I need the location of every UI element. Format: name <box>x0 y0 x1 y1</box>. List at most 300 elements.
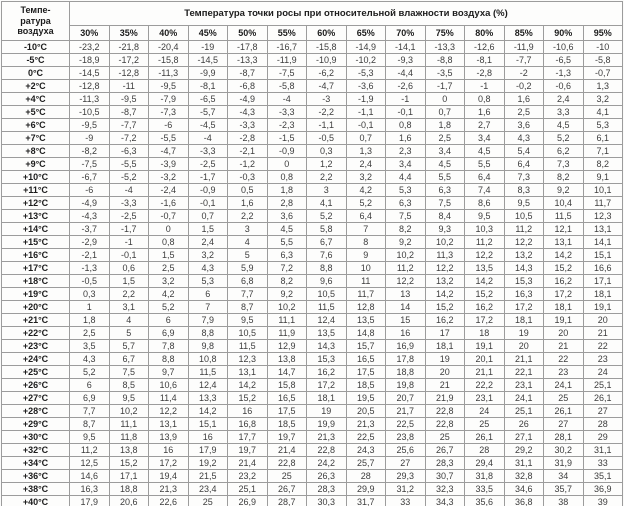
dewpoint-value-cell: -2,6 <box>386 80 426 93</box>
table-row <box>2 223 623 236</box>
dewpoint-value-cell: 14,3 <box>307 340 347 353</box>
dewpoint-value-cell: 9,1 <box>583 171 623 184</box>
dewpoint-value-cell: -18,9 <box>70 54 110 67</box>
dewpoint-value-cell: 5,5 <box>465 158 505 171</box>
dewpoint-value-cell: 0,8 <box>149 236 189 249</box>
air-temperature-label: -5°С <box>2 54 70 67</box>
dewpoint-value-cell: 0,7 <box>346 132 386 145</box>
dewpoint-value-cell: -2,8 <box>465 67 505 80</box>
dewpoint-value-cell: 12,2 <box>149 405 189 418</box>
dewpoint-value-cell: 20 <box>544 327 584 340</box>
dewpoint-value-cell: 10,2 <box>109 405 149 418</box>
dewpoint-value-cell: 23 <box>544 366 584 379</box>
dewpoint-value-cell: -12,8 <box>70 80 110 93</box>
humidity-column-header: 70% <box>386 26 426 41</box>
dewpoint-value-cell: -8,7 <box>109 106 149 119</box>
dewpoint-value-cell: 15,8 <box>267 379 307 392</box>
header-title-row <box>2 2 623 26</box>
dewpoint-value-cell: 21,1 <box>465 366 505 379</box>
dewpoint-value-cell: 8,6 <box>465 197 505 210</box>
dewpoint-value-cell: 9,3 <box>425 223 465 236</box>
dewpoint-value-cell: 29,4 <box>465 457 505 470</box>
dewpoint-value-cell: 1 <box>70 301 110 314</box>
table-row <box>2 197 623 210</box>
dewpoint-value-cell: 21,4 <box>228 457 268 470</box>
dewpoint-value-cell: 4 <box>109 314 149 327</box>
dewpoint-value-cell: 1,8 <box>70 314 110 327</box>
dewpoint-value-cell: -20,4 <box>149 41 189 54</box>
dewpoint-value-cell: 16,2 <box>307 366 347 379</box>
dewpoint-value-cell: 20 <box>504 340 544 353</box>
dewpoint-value-cell: 8,3 <box>504 184 544 197</box>
dewpoint-value-cell: 22,2 <box>465 379 505 392</box>
dewpoint-value-cell: 4,5 <box>425 158 465 171</box>
table-row <box>2 158 623 171</box>
dewpoint-value-cell: 15,2 <box>228 392 268 405</box>
dewpoint-value-cell: 28 <box>465 444 505 457</box>
dewpoint-value-cell: 10,6 <box>149 379 189 392</box>
dewpoint-value-cell: 3,6 <box>504 119 544 132</box>
dewpoint-value-cell: 12,4 <box>188 379 228 392</box>
dewpoint-value-cell: 8,2 <box>583 158 623 171</box>
dewpoint-value-cell: 12,2 <box>504 236 544 249</box>
dewpoint-value-cell: 36,8 <box>504 496 544 506</box>
dewpoint-value-cell: 19,7 <box>228 444 268 457</box>
dewpoint-value-cell: 18,1 <box>307 392 347 405</box>
dewpoint-value-cell: 5,2 <box>346 197 386 210</box>
dewpoint-value-cell: 32,3 <box>425 483 465 496</box>
air-temperature-label: +26°С <box>2 379 70 392</box>
dewpoint-value-cell: 9,7 <box>149 366 189 379</box>
dewpoint-value-cell: -1 <box>465 80 505 93</box>
dewpoint-value-cell: 17,9 <box>70 496 110 506</box>
table-row <box>2 457 623 470</box>
dewpoint-value-cell: 19,5 <box>346 392 386 405</box>
dewpoint-value-cell: 10,5 <box>307 288 347 301</box>
air-temperature-label: +10°С <box>2 171 70 184</box>
humidity-column-header: 75% <box>425 26 465 41</box>
dewpoint-value-cell: 9,6 <box>307 275 347 288</box>
dewpoint-value-cell: -7,7 <box>109 119 149 132</box>
dewpoint-value-cell: 7,2 <box>267 262 307 275</box>
dewpoint-value-cell: 0 <box>425 93 465 106</box>
dewpoint-value-cell: 13,5 <box>307 327 347 340</box>
dewpoint-value-cell: 7,7 <box>228 288 268 301</box>
dewpoint-value-cell: 5,2 <box>149 301 189 314</box>
dewpoint-value-cell: 22,8 <box>307 444 347 457</box>
dewpoint-value-cell: 5,3 <box>583 119 623 132</box>
dewpoint-value-cell: -5,5 <box>109 158 149 171</box>
dewpoint-value-cell: -4,3 <box>70 210 110 223</box>
dewpoint-value-cell: 2,5 <box>149 262 189 275</box>
dewpoint-value-cell: -1,7 <box>188 171 228 184</box>
dewpoint-value-cell: -1,2 <box>228 158 268 171</box>
dewpoint-value-cell: 18,1 <box>544 301 584 314</box>
dewpoint-value-cell: 10,1 <box>583 184 623 197</box>
dewpoint-value-cell: 0 <box>149 223 189 236</box>
air-temperature-label: +6°С <box>2 119 70 132</box>
dewpoint-value-cell: 12,9 <box>267 340 307 353</box>
dewpoint-value-cell: -8,8 <box>425 54 465 67</box>
dewpoint-value-cell: 5,5 <box>425 171 465 184</box>
dewpoint-value-cell: 2,8 <box>267 197 307 210</box>
dewpoint-value-cell: 6,3 <box>267 249 307 262</box>
dewpoint-value-cell: -1 <box>386 93 426 106</box>
dewpoint-value-cell: 0,3 <box>307 145 347 158</box>
dewpoint-value-cell: 17,2 <box>149 457 189 470</box>
dewpoint-value-cell: 19,7 <box>267 431 307 444</box>
dewpoint-value-cell: 4,1 <box>307 197 347 210</box>
dewpoint-value-cell: -7,5 <box>70 158 110 171</box>
dewpoint-value-cell: -0,9 <box>188 184 228 197</box>
table-row <box>2 132 623 145</box>
dewpoint-value-cell: 11,7 <box>583 197 623 210</box>
corner-header-line: воздуха <box>17 26 54 37</box>
dewpoint-value-cell: 19 <box>425 353 465 366</box>
dewpoint-value-cell: -11,9 <box>504 41 544 54</box>
dewpoint-value-cell: -16,7 <box>267 41 307 54</box>
dewpoint-value-cell: 21,7 <box>386 405 426 418</box>
dewpoint-value-cell: -6,7 <box>70 171 110 184</box>
air-temperature-label: +12°С <box>2 197 70 210</box>
dewpoint-value-cell: 2,5 <box>425 132 465 145</box>
dewpoint-value-cell: -3,3 <box>109 197 149 210</box>
table-row <box>2 236 623 249</box>
dewpoint-value-cell: 11,2 <box>386 262 426 275</box>
table-row <box>2 210 623 223</box>
dewpoint-value-cell: 16 <box>149 444 189 457</box>
air-temperature-label: +4°С <box>2 93 70 106</box>
dewpoint-value-cell: -10 <box>583 41 623 54</box>
dewpoint-value-cell: -6 <box>149 119 189 132</box>
dewpoint-value-cell: 28 <box>346 470 386 483</box>
dewpoint-value-cell: 5,9 <box>228 262 268 275</box>
dewpoint-value-cell: 2,4 <box>544 93 584 106</box>
dewpoint-value-cell: -3,9 <box>149 158 189 171</box>
dewpoint-value-cell: 31,1 <box>583 444 623 457</box>
dewpoint-value-cell: -8,1 <box>188 80 228 93</box>
dewpoint-value-cell: 4,3 <box>504 132 544 145</box>
dewpoint-value-cell: 21 <box>544 340 584 353</box>
dewpoint-value-cell: -15,8 <box>307 41 347 54</box>
dewpoint-value-cell: 14 <box>386 301 426 314</box>
dewpoint-value-cell: 23 <box>583 353 623 366</box>
dewpoint-value-cell: 3,5 <box>70 340 110 353</box>
dewpoint-value-cell: 21,4 <box>267 444 307 457</box>
dewpoint-value-cell: 31,1 <box>504 457 544 470</box>
dewpoint-value-cell: 0,7 <box>425 106 465 119</box>
dewpoint-value-cell: 12,2 <box>386 275 426 288</box>
dewpoint-value-cell: -4,7 <box>307 80 347 93</box>
dewpoint-value-cell: 7,5 <box>109 366 149 379</box>
dewpoint-value-cell: 33,5 <box>465 483 505 496</box>
dewpoint-value-cell: 28,3 <box>425 457 465 470</box>
dewpoint-value-cell: 26,7 <box>425 444 465 457</box>
dewpoint-value-cell: 26,9 <box>228 496 268 506</box>
dewpoint-value-cell: 6,2 <box>544 145 584 158</box>
dewpoint-value-cell: 22,1 <box>504 366 544 379</box>
table-row <box>2 483 623 496</box>
air-temperature-label: 0°С <box>2 67 70 80</box>
dewpoint-value-cell: 17,5 <box>267 405 307 418</box>
dewpoint-value-cell: 8,2 <box>386 223 426 236</box>
dewpoint-value-cell: 9,5 <box>228 314 268 327</box>
dewpoint-value-cell: -2,1 <box>70 249 110 262</box>
dewpoint-value-cell: 18,5 <box>346 379 386 392</box>
table-row <box>2 405 623 418</box>
dewpoint-table <box>1 1 623 506</box>
dewpoint-value-cell: 3 <box>307 184 347 197</box>
dewpoint-value-cell: 33 <box>583 457 623 470</box>
dewpoint-value-cell: 17,8 <box>386 353 426 366</box>
dewpoint-value-cell: 11,3 <box>425 249 465 262</box>
air-temperature-label: +19°С <box>2 288 70 301</box>
dewpoint-value-cell: -1,1 <box>346 106 386 119</box>
table-row <box>2 80 623 93</box>
dewpoint-value-cell: 22,8 <box>425 418 465 431</box>
dewpoint-value-cell: 21,3 <box>149 483 189 496</box>
dewpoint-value-cell: 31,8 <box>465 470 505 483</box>
dewpoint-value-cell: -3 <box>307 93 347 106</box>
dewpoint-value-cell: 13,2 <box>504 249 544 262</box>
dewpoint-value-cell: 1,8 <box>425 119 465 132</box>
dewpoint-value-cell: 12,3 <box>583 210 623 223</box>
dewpoint-value-cell: 29,2 <box>504 444 544 457</box>
corner-header-line: Темпе- <box>20 5 51 16</box>
dewpoint-value-cell: 35,1 <box>583 470 623 483</box>
dewpoint-value-cell: 13,2 <box>425 275 465 288</box>
dewpoint-value-cell: 25 <box>465 418 505 431</box>
dewpoint-value-cell: 16,6 <box>583 262 623 275</box>
dewpoint-value-cell: -8,1 <box>465 54 505 67</box>
dewpoint-value-cell: 14,2 <box>544 249 584 262</box>
dewpoint-value-cell: -9,5 <box>149 80 189 93</box>
air-temperature-label: +11°С <box>2 184 70 197</box>
air-temperature-label: +23°С <box>2 340 70 353</box>
dewpoint-value-cell: 17,2 <box>544 288 584 301</box>
dewpoint-value-cell: 34,3 <box>425 496 465 506</box>
dewpoint-value-cell: -3,2 <box>149 171 189 184</box>
dewpoint-value-cell: 21 <box>425 379 465 392</box>
dewpoint-value-cell: -6,2 <box>307 67 347 80</box>
air-temperature-label: +15°С <box>2 236 70 249</box>
dewpoint-value-cell: 9,5 <box>465 210 505 223</box>
air-temperature-label: +24°С <box>2 353 70 366</box>
dewpoint-value-cell: -0,6 <box>544 80 584 93</box>
dewpoint-value-cell: -5,2 <box>109 171 149 184</box>
dewpoint-value-cell: 15,3 <box>307 353 347 366</box>
dewpoint-value-cell: 2,4 <box>188 236 228 249</box>
dewpoint-value-cell: -3,3 <box>228 119 268 132</box>
dewpoint-value-cell: 24,3 <box>346 444 386 457</box>
dewpoint-value-cell: 26 <box>504 418 544 431</box>
humidity-column-header: 80% <box>465 26 505 41</box>
dewpoint-value-cell: -10,6 <box>544 41 584 54</box>
dewpoint-value-cell: -13,3 <box>228 54 268 67</box>
dewpoint-value-cell: 19,9 <box>307 418 347 431</box>
dewpoint-value-cell: 14,2 <box>465 275 505 288</box>
dewpoint-value-cell: 0,8 <box>465 93 505 106</box>
dewpoint-value-cell: 18,8 <box>109 483 149 496</box>
dewpoint-value-cell: 9,2 <box>386 236 426 249</box>
dewpoint-value-cell: 3,2 <box>583 93 623 106</box>
dewpoint-value-cell: 8,2 <box>544 171 584 184</box>
dewpoint-value-cell: -0,1 <box>386 106 426 119</box>
dewpoint-value-cell: 23,2 <box>228 470 268 483</box>
dewpoint-value-cell: 10,4 <box>544 197 584 210</box>
dewpoint-value-cell: 22 <box>544 353 584 366</box>
air-temperature-label: +38°С <box>2 483 70 496</box>
dewpoint-value-cell: -7,5 <box>267 67 307 80</box>
air-temperature-label: +28°С <box>2 405 70 418</box>
dewpoint-value-cell: 6 <box>188 288 228 301</box>
dewpoint-value-cell: -3,3 <box>188 145 228 158</box>
dewpoint-value-cell: 8,5 <box>109 379 149 392</box>
dewpoint-value-cell: 1,5 <box>109 275 149 288</box>
humidity-column-header: 35% <box>109 26 149 41</box>
dewpoint-value-cell: 1,6 <box>386 132 426 145</box>
dewpoint-value-cell: 2,2 <box>228 210 268 223</box>
dewpoint-value-cell: 6,9 <box>70 392 110 405</box>
dewpoint-value-cell: 9,5 <box>70 431 110 444</box>
dewpoint-value-cell: -5,5 <box>149 132 189 145</box>
humidity-header-row <box>2 26 623 41</box>
dewpoint-value-cell: 29,9 <box>346 483 386 496</box>
dewpoint-value-cell: 15,2 <box>544 262 584 275</box>
dewpoint-value-cell: 15,2 <box>465 288 505 301</box>
dewpoint-value-cell: 5,4 <box>504 145 544 158</box>
dewpoint-value-cell: 14,7 <box>267 366 307 379</box>
air-temperature-label: +9°С <box>2 158 70 171</box>
dewpoint-value-cell: -4,5 <box>188 119 228 132</box>
dewpoint-value-cell: -2,5 <box>188 158 228 171</box>
dewpoint-value-cell: -1,3 <box>544 67 584 80</box>
dewpoint-value-cell: 16,8 <box>228 418 268 431</box>
dewpoint-value-cell: -12,8 <box>109 67 149 80</box>
dewpoint-value-cell: -0,3 <box>228 171 268 184</box>
dewpoint-value-cell: 39 <box>583 496 623 506</box>
dewpoint-value-cell: 17 <box>425 327 465 340</box>
air-temperature-label: +40°С <box>2 496 70 506</box>
dewpoint-value-cell: -12,6 <box>465 41 505 54</box>
dewpoint-value-cell: -4,7 <box>149 145 189 158</box>
dewpoint-value-cell: 25 <box>425 431 465 444</box>
dewpoint-value-cell: 26,1 <box>465 431 505 444</box>
humidity-column-header: 45% <box>188 26 228 41</box>
table-row <box>2 119 623 132</box>
dewpoint-value-cell: 24,1 <box>544 379 584 392</box>
dewpoint-value-cell: 22,5 <box>386 418 426 431</box>
dewpoint-value-cell: 25 <box>544 392 584 405</box>
air-temperature-label: +30°С <box>2 431 70 444</box>
table-row <box>2 392 623 405</box>
table-row <box>2 54 623 67</box>
dewpoint-value-cell: 10 <box>346 262 386 275</box>
dewpoint-value-cell: 10,2 <box>386 249 426 262</box>
dewpoint-value-cell: -6 <box>70 184 110 197</box>
dewpoint-value-cell: 3,4 <box>386 158 426 171</box>
dewpoint-value-cell: -3,3 <box>267 106 307 119</box>
dewpoint-value-cell: -6,5 <box>544 54 584 67</box>
dewpoint-value-cell: 7,7 <box>70 405 110 418</box>
dewpoint-value-cell: 1,6 <box>228 197 268 210</box>
dewpoint-value-cell: -5,8 <box>267 80 307 93</box>
dewpoint-value-cell: 3,2 <box>346 171 386 184</box>
dewpoint-value-cell: 13,5 <box>346 314 386 327</box>
dewpoint-value-cell: 3,4 <box>465 132 505 145</box>
dewpoint-value-cell: -2,5 <box>109 210 149 223</box>
air-temperature-label: +20°С <box>2 301 70 314</box>
dewpoint-value-cell: 15,3 <box>504 275 544 288</box>
table-row <box>2 379 623 392</box>
dewpoint-value-cell: 27 <box>544 418 584 431</box>
dewpoint-value-cell: 9,2 <box>267 288 307 301</box>
dewpoint-value-cell: 36,9 <box>583 483 623 496</box>
dewpoint-value-cell: 5,7 <box>109 340 149 353</box>
dewpoint-value-cell: 2,2 <box>307 171 347 184</box>
dewpoint-value-cell: 6,9 <box>149 327 189 340</box>
table-row <box>2 288 623 301</box>
air-temperature-label: +36°С <box>2 470 70 483</box>
table-row <box>2 249 623 262</box>
dewpoint-value-cell: 24 <box>465 405 505 418</box>
dewpoint-value-cell: -0,7 <box>149 210 189 223</box>
dewpoint-value-cell: -7,2 <box>109 132 149 145</box>
corner-header-line: ратура <box>20 15 51 26</box>
table-row <box>2 106 623 119</box>
dewpoint-value-cell: 21,3 <box>346 418 386 431</box>
dewpoint-value-cell: 12,3 <box>228 353 268 366</box>
dewpoint-value-cell: 17,2 <box>307 379 347 392</box>
dewpoint-value-cell: -1,3 <box>70 262 110 275</box>
dewpoint-value-cell: 8,7 <box>228 301 268 314</box>
dewpoint-value-cell: -11,3 <box>70 93 110 106</box>
dewpoint-value-cell: 5,3 <box>386 184 426 197</box>
dewpoint-value-cell: 2,4 <box>346 158 386 171</box>
dewpoint-value-cell: 6 <box>70 379 110 392</box>
dewpoint-value-cell: 20,6 <box>109 496 149 506</box>
table-row <box>2 327 623 340</box>
dewpoint-value-cell: -0,1 <box>346 119 386 132</box>
dewpoint-value-cell: -7,3 <box>149 106 189 119</box>
dewpoint-value-cell: 30,2 <box>544 444 584 457</box>
dewpoint-value-cell: 26,3 <box>307 470 347 483</box>
dewpoint-value-cell: -6,5 <box>188 93 228 106</box>
dewpoint-value-cell: 5 <box>228 249 268 262</box>
dewpoint-value-cell: 8,8 <box>149 353 189 366</box>
dewpoint-value-cell: 1,6 <box>504 93 544 106</box>
dewpoint-value-cell: 12,1 <box>544 223 584 236</box>
dewpoint-value-cell: -14,9 <box>346 41 386 54</box>
dewpoint-value-cell: 4,2 <box>346 184 386 197</box>
humidity-column-header: 50% <box>228 26 268 41</box>
table-row <box>2 93 623 106</box>
dewpoint-value-cell: 16 <box>386 327 426 340</box>
dewpoint-value-cell: 15,7 <box>346 340 386 353</box>
dewpoint-value-cell: 20,5 <box>346 405 386 418</box>
dewpoint-value-cell: -9,5 <box>70 119 110 132</box>
dewpoint-value-cell: 4,2 <box>149 288 189 301</box>
dewpoint-value-cell: 38 <box>544 496 584 506</box>
dewpoint-value-cell: 1,5 <box>188 223 228 236</box>
dewpoint-value-cell: -0,5 <box>70 275 110 288</box>
humidity-column-header: 95% <box>583 26 623 41</box>
dewpoint-value-cell: -14,5 <box>70 67 110 80</box>
air-temperature-label: +25°С <box>2 366 70 379</box>
dewpoint-value-cell: 9,5 <box>504 197 544 210</box>
table-body <box>2 41 623 506</box>
dewpoint-value-cell: -5,7 <box>188 106 228 119</box>
